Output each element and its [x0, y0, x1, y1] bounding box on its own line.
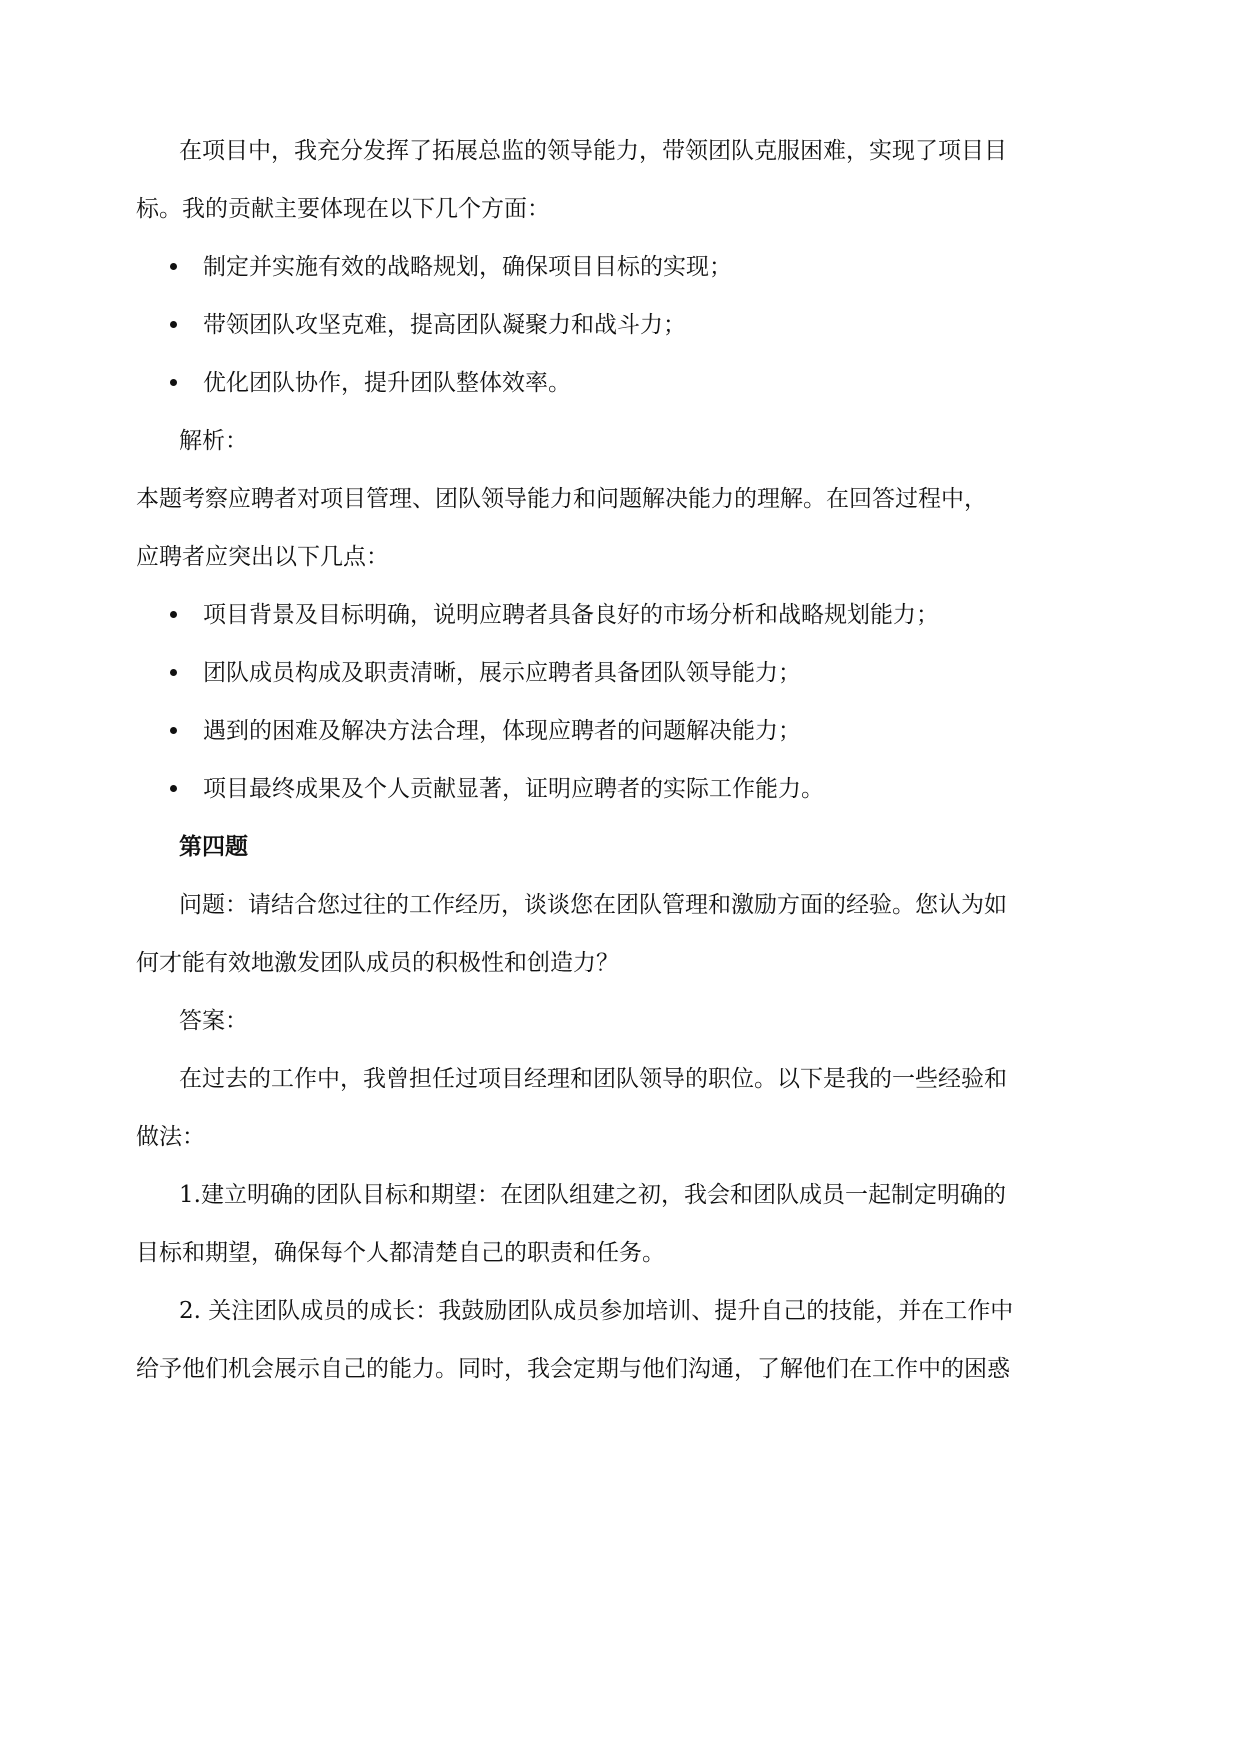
list-item: 遇到的困难及解决方法合理，体现应聘者的问题解决能力；: [203, 718, 801, 744]
paragraph-line: 在项目中，我充分发挥了拓展总监的领导能力，带领团队克服困难，实现了项目目: [179, 138, 1007, 164]
paragraph-line: 给予他们机会展示自己的能力。同时，我会定期与他们沟通，了解他们在工作中的困惑: [136, 1356, 1010, 1382]
paragraph-line: 问题：请结合您过往的工作经历，谈谈您在团队管理和激励方面的经验。您认为如: [179, 892, 1007, 918]
paragraph-line: 1.建立明确的团队目标和期望：在团队组建之初，我会和团队成员一起制定明确的: [179, 1182, 1006, 1208]
bullet-icon: [170, 321, 177, 328]
paragraph-line: 应聘者应突出以下几点：: [136, 544, 389, 570]
list-item: 项目背景及目标明确，说明应聘者具备良好的市场分析和战略规划能力；: [203, 602, 939, 628]
section-title: 第四题: [179, 833, 248, 860]
paragraph-line: 标。我的贡献主要体现在以下几个方面：: [136, 196, 550, 222]
list-item: 带领团队攻坚克难，提高团队凝聚力和战斗力；: [203, 312, 686, 338]
bullet-icon: [170, 263, 177, 270]
paragraph-line: 2. 关注团队成员的成长：我鼓励团队成员参加培训、提升自己的技能，并在工作中: [179, 1298, 1014, 1324]
bullet-icon: [170, 785, 177, 792]
answer-label: 答案：: [179, 1008, 248, 1034]
paragraph-line: 本题考察应聘者对项目管理、团队领导能力和问题解决能力的理解。在回答过程中，: [136, 486, 987, 512]
bullet-icon: [170, 611, 177, 618]
list-item: 优化团队协作，提升团队整体效率。: [203, 370, 571, 396]
analysis-label: 解析：: [179, 428, 248, 454]
bullet-icon: [170, 669, 177, 676]
list-item: 制定并实施有效的战略规划，确保项目目标的实现；: [203, 254, 732, 280]
bullet-icon: [170, 379, 177, 386]
paragraph-line: 在过去的工作中，我曾担任过项目经理和团队领导的职位。以下是我的一些经验和: [179, 1066, 1007, 1092]
paragraph-line: 目标和期望，确保每个人都清楚自己的职责和任务。: [136, 1240, 665, 1266]
paragraph-line: 做法：: [136, 1124, 205, 1150]
paragraph-line: 何才能有效地激发团队成员的积极性和创造力？: [136, 950, 619, 976]
bullet-icon: [170, 727, 177, 734]
list-item: 项目最终成果及个人贡献显著，证明应聘者的实际工作能力。: [203, 776, 824, 802]
list-item: 团队成员构成及职责清晰，展示应聘者具备团队领导能力；: [203, 660, 801, 686]
